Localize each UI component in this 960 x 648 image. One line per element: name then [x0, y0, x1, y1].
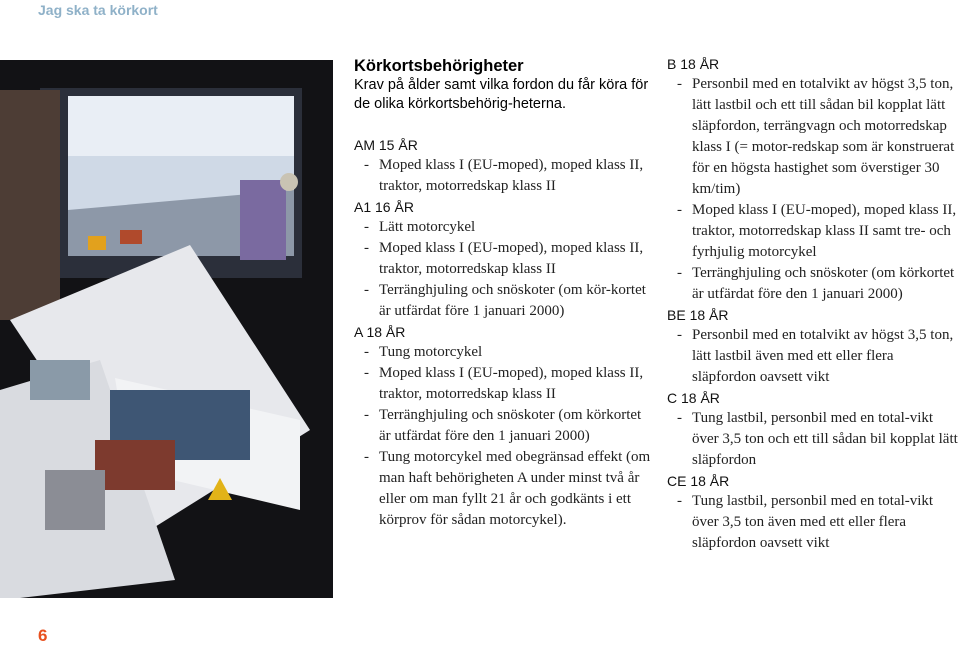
category-list	[354, 155, 654, 197]
category-label: B 18 ÅR	[667, 56, 720, 72]
list-item: - Moped klass I (EU-moped), moped klass II, traktor, motorredskap klass II	[354, 155, 654, 197]
category-list	[354, 217, 654, 322]
right-text-column	[667, 54, 960, 554]
list-item: - Terränghjuling och snöskoter (om kör-kortet är utfärdat före 1 januari 2000)	[354, 280, 654, 322]
list-item: - Tung lastbil, personbil med en total-vikt över 3,5 ton och ett till sådan bil kopplat lätt släpfordon	[667, 408, 960, 471]
list-item: - Personbil med en totalvikt av högst 3,5 ton, lätt lastbil och ett till sådan bil kopplat lätt släpfordon, terrängvagn och motorredskap klass I (= motor-redskap som är konstruerat för en högsta hastighet som överstiger 30 km/tim)	[667, 74, 960, 200]
category-label: A1 16 ÅR	[354, 199, 414, 215]
category-list	[667, 325, 960, 388]
intro-text: Krav på ålder samt vilka fordon du får köra för de olika körkortsbehörig-heterna.	[354, 77, 649, 112]
section-title: Körkortsbehörigheter	[354, 57, 524, 75]
category-list	[354, 342, 654, 531]
list-item: - Moped klass I (EU-moped), moped klass II, traktor, motorredskap klass II	[354, 363, 654, 405]
driving-simulator-photo	[0, 60, 333, 598]
list-item: - Moped klass I (EU-moped), moped klass II, traktor, motorredskap klass II samt tre- och fyrhjulig motorcykel	[667, 200, 960, 263]
left-text-column	[354, 56, 654, 531]
list-item: - Tung motorcykel	[354, 342, 654, 363]
category-label: BE 18 ÅR	[667, 307, 729, 323]
category-list	[667, 491, 960, 554]
category-label: A 18 ÅR	[354, 324, 406, 340]
category-label: CE 18 ÅR	[667, 473, 730, 489]
category-list	[667, 74, 960, 305]
list-item: - Moped klass I (EU-moped), moped klass II, traktor, motorredskap klass II	[354, 238, 654, 280]
list-item: - Personbil med en totalvikt av högst 3,5 ton, lätt lastbil även med ett eller flera släpfordon oavsett vikt	[667, 325, 960, 388]
category-list	[667, 408, 960, 471]
list-item: - Terränghjuling och snöskoter (om körkortet är utfärdat före den 1 januari 2000)	[667, 263, 960, 305]
category-label: AM 15 ÅR	[354, 137, 418, 153]
category-label: C 18 ÅR	[667, 390, 720, 406]
page-number: 6	[38, 626, 48, 645]
list-item: - Terränghjuling och snöskoter (om körkortet är utfärdat före den 1 januari 2000)	[354, 405, 654, 447]
list-item: - Lätt motorcykel	[354, 217, 654, 238]
running-header: Jag ska ta körkort	[38, 2, 158, 18]
list-item: - Tung motorcykel med obegränsad effekt (om man haft behörigheten A under minst två år eller om man fyllt 21 år och godkänts i ett körprov för sådan motorcykel).	[354, 447, 654, 531]
list-item: - Tung lastbil, personbil med en total-vikt över 3,5 ton även med ett eller flera släpfordon oavsett vikt	[667, 491, 960, 554]
